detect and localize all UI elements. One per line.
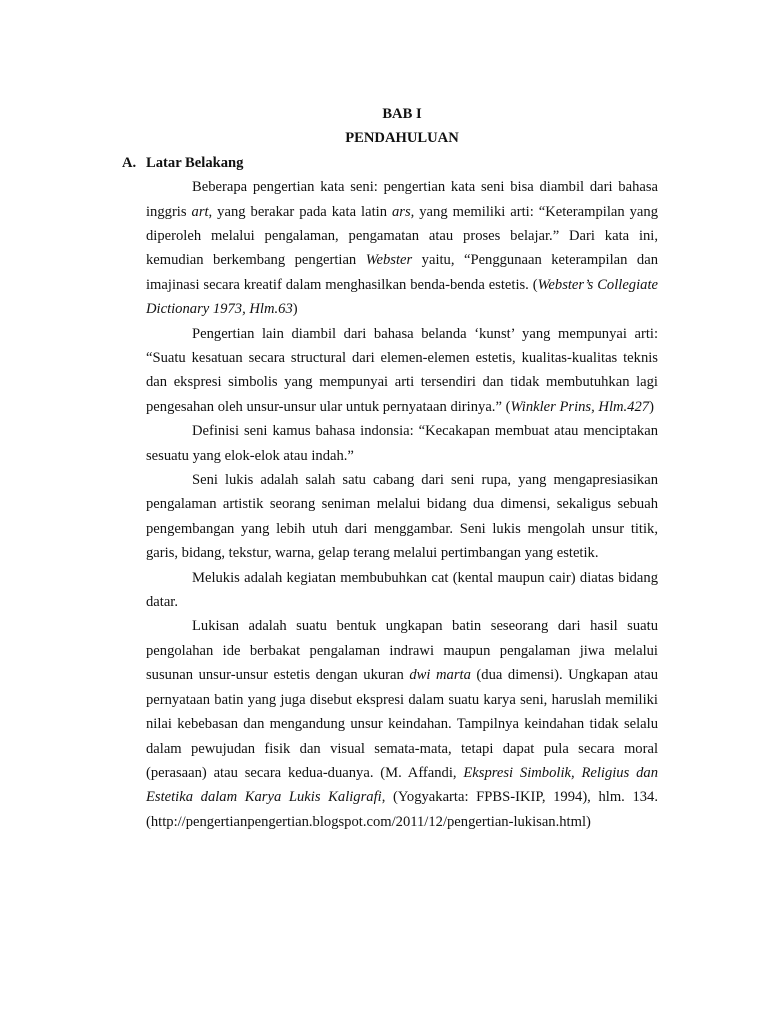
section-title: Latar Belakang bbox=[146, 154, 244, 171]
paragraph-text: Beberapa pengertian kata seni: pengertian kata seni bisa diambil dari bahasa inggris bbox=[146, 179, 658, 220]
paragraph-text: Lukisan adalah suatu bentuk ungkapan batin seseorang dari hasil suatu pengolahan ide berbakat pengalaman indrawi maupun pengalaman jiwa melalui susunan unsur-unsur estetis dengan ukuran bbox=[146, 618, 658, 684]
paragraph-2 bbox=[146, 322, 658, 420]
paragraph-text: , yang berakar pada kata latin bbox=[208, 203, 392, 220]
paragraph-1 bbox=[146, 175, 658, 321]
section-heading bbox=[122, 151, 658, 175]
paragraph-text: (dua dimensi). Ungkapan atau pernyataan batin yang juga disebut ekspresi dalam suatu karya seni, haruslah memiliki nilai kebebasan dan mengandung unsur keindahan. Tampilnya keindahan tidak selalu dalam pewujudan fisik dan visual semata-mata, tetapi dapat pula secara moral (perasaan) atau secara kedua-duanya. (M. Affandi, bbox=[146, 667, 659, 781]
italic-term: dwi marta bbox=[409, 667, 471, 684]
citation: Winkler Prins, Hlm.427 bbox=[510, 398, 650, 415]
document-body bbox=[122, 102, 659, 834]
paragraph-text: Pengertian lain diambil dari bahasa belanda ‘kunst’ yang mempunyai arti: “Suatu kesatuan secara structural dari elemen-elemen estetis, kualitas-kualitas teknis dan ekspresi simbolis yang mempunyai arti tersendiri dan tidak membutuhkan lagi pengesahan oleh unsur-unsur ular untuk pernyataan dirinya.” ( bbox=[146, 325, 658, 415]
italic-term: Webster bbox=[365, 252, 413, 269]
paragraph-text: ) bbox=[292, 301, 298, 318]
paragraph-4: Seni lukis adalah salah satu cabang dari seni rupa, yang mengapresiasikan pengalaman artistik seorang seniman melalui bidang dua dimensi, sekaligus sebuah pengembangan yang lebih utuh dari menggambar. Seni lukis mengolah unsur titik, garis, bidang, tekstur, warna, gelap terang melalui pertimbangan yang estetik. bbox=[146, 472, 658, 562]
paragraph-6 bbox=[146, 614, 658, 834]
paragraph-text: yaitu, “Penggunaan keterampilan dan imajinasi secara kreatif dalam menghasilkan benda-benda estetis. ( bbox=[146, 252, 658, 293]
paragraph-text: ) bbox=[649, 398, 654, 415]
italic-term: ars, bbox=[391, 203, 415, 220]
italic-term: art bbox=[191, 203, 209, 220]
paragraph-text: , (Yogyakarta: FPBS-IKIP, 1994), hlm. 134. (http://pengertianpengertian.blogspot.com/2011/12/pengertian-lukisan.html) bbox=[146, 789, 658, 830]
citation: Ekspresi Simbolik, Religius dan Estetika dalam Karya Lukis Kaligrafi bbox=[146, 764, 658, 806]
section-number: A. bbox=[122, 154, 137, 171]
chapter-number: BAB I bbox=[382, 106, 422, 122]
chapter-title: PENDAHULUAN bbox=[345, 130, 459, 147]
paragraph-5: Melukis adalah kegiatan membubuhkan cat (kental maupun cair) diatas bidang datar. bbox=[146, 569, 658, 611]
paragraph-3: Definisi seni kamus bahasa indonsia: “Kecakapan membuat atau menciptakan sesuatu yang elok-elok atau indah.” bbox=[146, 423, 658, 464]
paragraph-text: yang memiliki arti: “Keterampilan yang diperoleh melalui pengalaman, pengamatan atau proses belajar.” Dari kata ini, kemudian berkembang pengertian bbox=[146, 203, 658, 269]
citation: Webster’s Collegiate Dictionary 1973, Hlm.63 bbox=[146, 276, 658, 318]
